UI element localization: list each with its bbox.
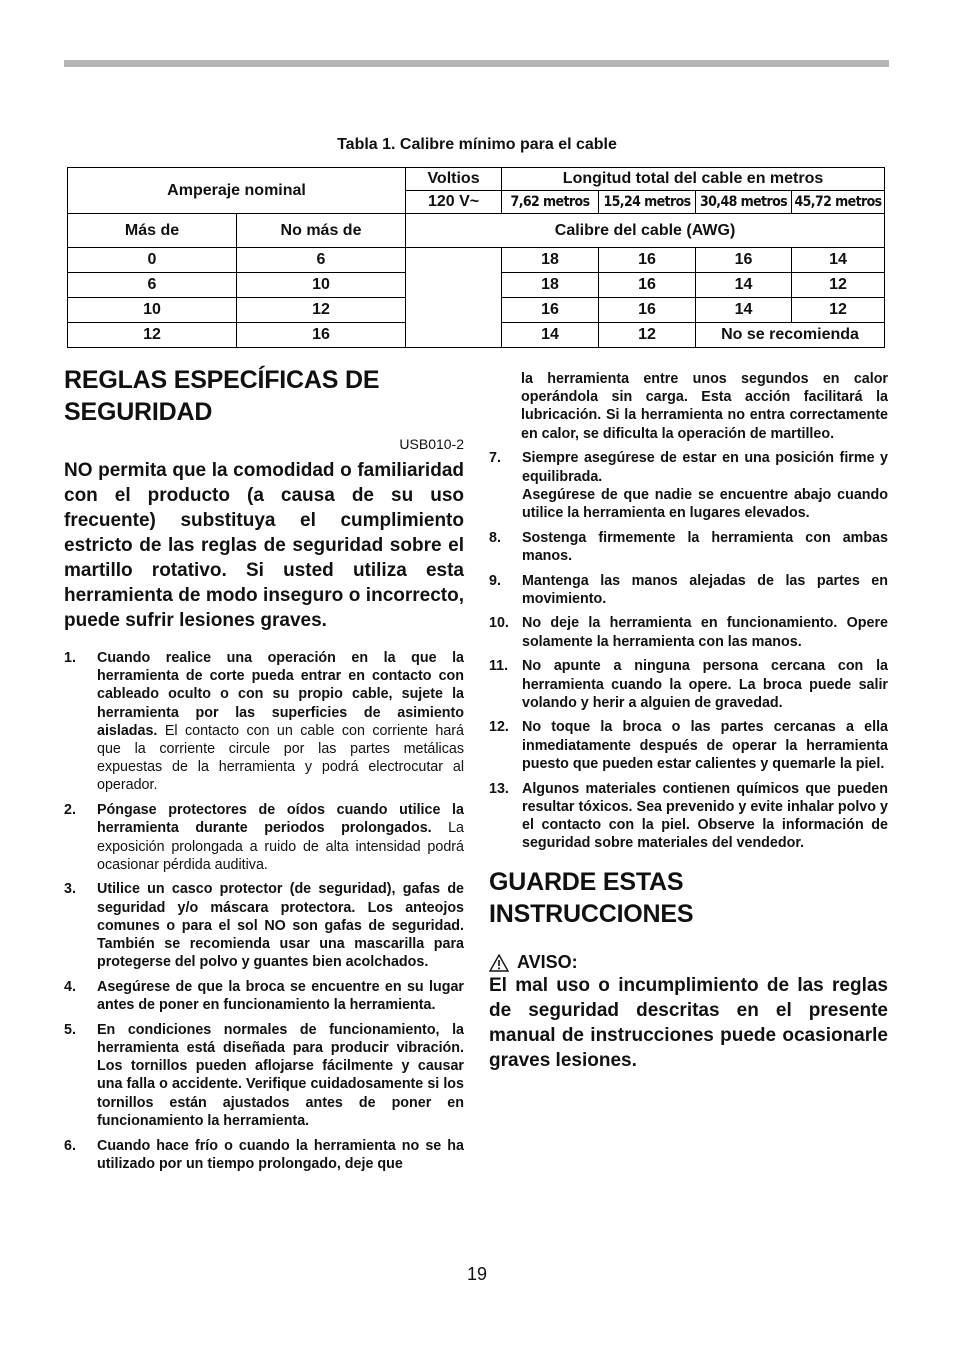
list-item: 9. Mantenga las manos alejadas de las partes en movimiento. (489, 572, 888, 607)
right-column (489, 370, 888, 1073)
table-cell: 16 (599, 248, 696, 273)
table-cell: 16 (599, 298, 696, 323)
table-cell: 12 (599, 323, 696, 348)
header-amperage: Amperaje nominal (68, 168, 406, 214)
warning-label: AVISO: (517, 952, 578, 973)
table-cell: 16 (237, 323, 406, 348)
header-gauge: Calibre del cable (AWG) (406, 214, 885, 248)
list-item: 2. Póngase protectores de oídos cuando utilice la herramienta durante periodos prolongados. La exposición prolongada a ruido de alta intensidad podrá ocasionar pérdida auditiva. (64, 802, 465, 873)
table-caption: Tabla 1. Calibre mínimo para el cable (337, 136, 617, 153)
list-item: 3. Utilice un casco protector (de seguridad), gafas de seguridad y/o máscara protectora. Los anteojos comunes o para el sol NO son gafas de seguridad. También se recomienda usar una mascarilla para protegerse del polvo y guantes bien acolchados. (64, 881, 464, 971)
rules-list-left (64, 649, 464, 1173)
length-3: 30,48 metros (696, 191, 792, 214)
table-cell: 12 (237, 298, 406, 323)
header-length: Longitud total del cable en metros (502, 168, 885, 191)
list-item: 6. Cuando hace frío o cuando la herramienta no se ha utilizado por un tiempo prolongado, deje que (64, 1137, 464, 1172)
length-2: 15,24 metros (599, 191, 696, 214)
list-item: 11. No apunte a ninguna persona cercana con la herramienta cuando la opere. La broca puede salir volando y herir a alguien de gravedad. (489, 658, 888, 711)
table-cell: 10 (237, 273, 406, 298)
list-item: 1. Cuando realice una operación en la que la herramienta de corte pueda entrar en contacto con cableado oculto o con su propio cable, sujete la herramienta por las superficies de asimiento aisladas. El contacto con un cable con corriente hará que la corriente circule por las partes metálicas expuestas de la herramienta y podrá electrocutar al operador. (64, 650, 464, 794)
table-cell: 16 (696, 248, 792, 273)
table-cell: 6 (237, 248, 406, 273)
warning-triangle-icon (489, 954, 509, 972)
table-cell: 14 (696, 298, 792, 323)
header-not-more-than: No más de (237, 214, 406, 248)
warning-text: El mal uso o incumplimiento de las reglas de seguridad descritas en el presente manual de instrucciones puede ocasionarle graves lesiones. (489, 975, 888, 1072)
length-4: 45,72 metros (792, 191, 885, 214)
table-cell: 0 (68, 248, 237, 273)
page-number: 19 (466, 1264, 488, 1284)
not-recommended-cell: No se recomienda (696, 323, 885, 348)
section-heading-rules: REGLAS ESPECÍFICAS DE SEGURIDAD (64, 366, 380, 426)
length-1: 7,62 metros (502, 191, 599, 214)
left-column (64, 364, 464, 1179)
table-cell: 18 (502, 273, 599, 298)
table-cell: 6 (68, 273, 237, 298)
volts-spacer-cell (406, 248, 502, 348)
list-item: 13. Algunos materiales contienen químicos que pueden resultar tóxicos. Sea prevenido y evite inhalar polvo y el contacto con la piel. Observe la información de seguridad sobre materiales del vendedor. (489, 780, 888, 852)
table-cell: 14 (696, 273, 792, 298)
top-rule (64, 60, 889, 67)
table-cell: 14 (792, 248, 885, 273)
header-volts: Voltios (406, 168, 502, 191)
item-6-continuation: la herramienta entre unos segundos en calor operándola sin carga. Esta acción facilitará la lubricación. Si la herramienta no entra correctamente en calor, se dificulta la operación de martilleo. (521, 371, 888, 442)
table-cell: 12 (792, 298, 885, 323)
table-cell: 16 (599, 273, 696, 298)
cable-gauge-table (67, 167, 885, 348)
section-heading-save: GUARDE ESTAS INSTRUCCIONES (489, 868, 694, 929)
list-item: 4. Asegúrese de que la broca se encuentre en su lugar antes de poner en funcionamiento la herramienta. (64, 978, 464, 1014)
list-item: 12. No toque la broca o las partes cercanas a ella inmediatamente después de operar la herramienta puesto que pueden estar calientes y quemarle la piel. (489, 719, 888, 772)
list-item: 8. Sostenga firmemente la herramienta con ambas manos. (489, 529, 888, 564)
document-code: USB010-2 (399, 436, 464, 452)
list-item: 10. No deje la herramienta en funcionamiento. Opere solamente la herramienta con las manos. (489, 615, 888, 650)
table-cell: 14 (502, 323, 599, 348)
warning-heading (489, 952, 888, 973)
table-cell: 12 (68, 323, 237, 348)
table-cell: 12 (792, 273, 885, 298)
header-more-than: Más de (68, 214, 237, 248)
table-cell: 10 (68, 298, 237, 323)
table-cell: 18 (502, 248, 599, 273)
intro-warning: NO permita que la comodidad o familiaridad con el producto (a causa de su uso frecuente) substituya el cumplimiento estricto de las reglas de seguridad sobre el martillo rotativo. Si usted utiliza esta herramienta de modo inseguro o incorrecto, puede sufrir lesiones graves. (64, 460, 464, 631)
table-cell: 16 (502, 298, 599, 323)
list-item: 5. En condiciones normales de funcionamiento, la herramienta está diseñada para producir vibración. Los tornillos pueden aflojarse fácilmente y causar una falla o accidente. Verifique cuidadosamente si los tornillos están ajustados antes de poner en funcionamiento la herramienta. (64, 1021, 464, 1129)
list-item: 7. Siempre asegúrese de estar en una posición firme y equilibrada. Asegúrese de que nadie se encuentre abajo cuando utilice la herramienta en lugares elevados. (489, 450, 888, 521)
rules-list-right (489, 449, 888, 852)
volts-value: 120 V~ (406, 191, 502, 214)
